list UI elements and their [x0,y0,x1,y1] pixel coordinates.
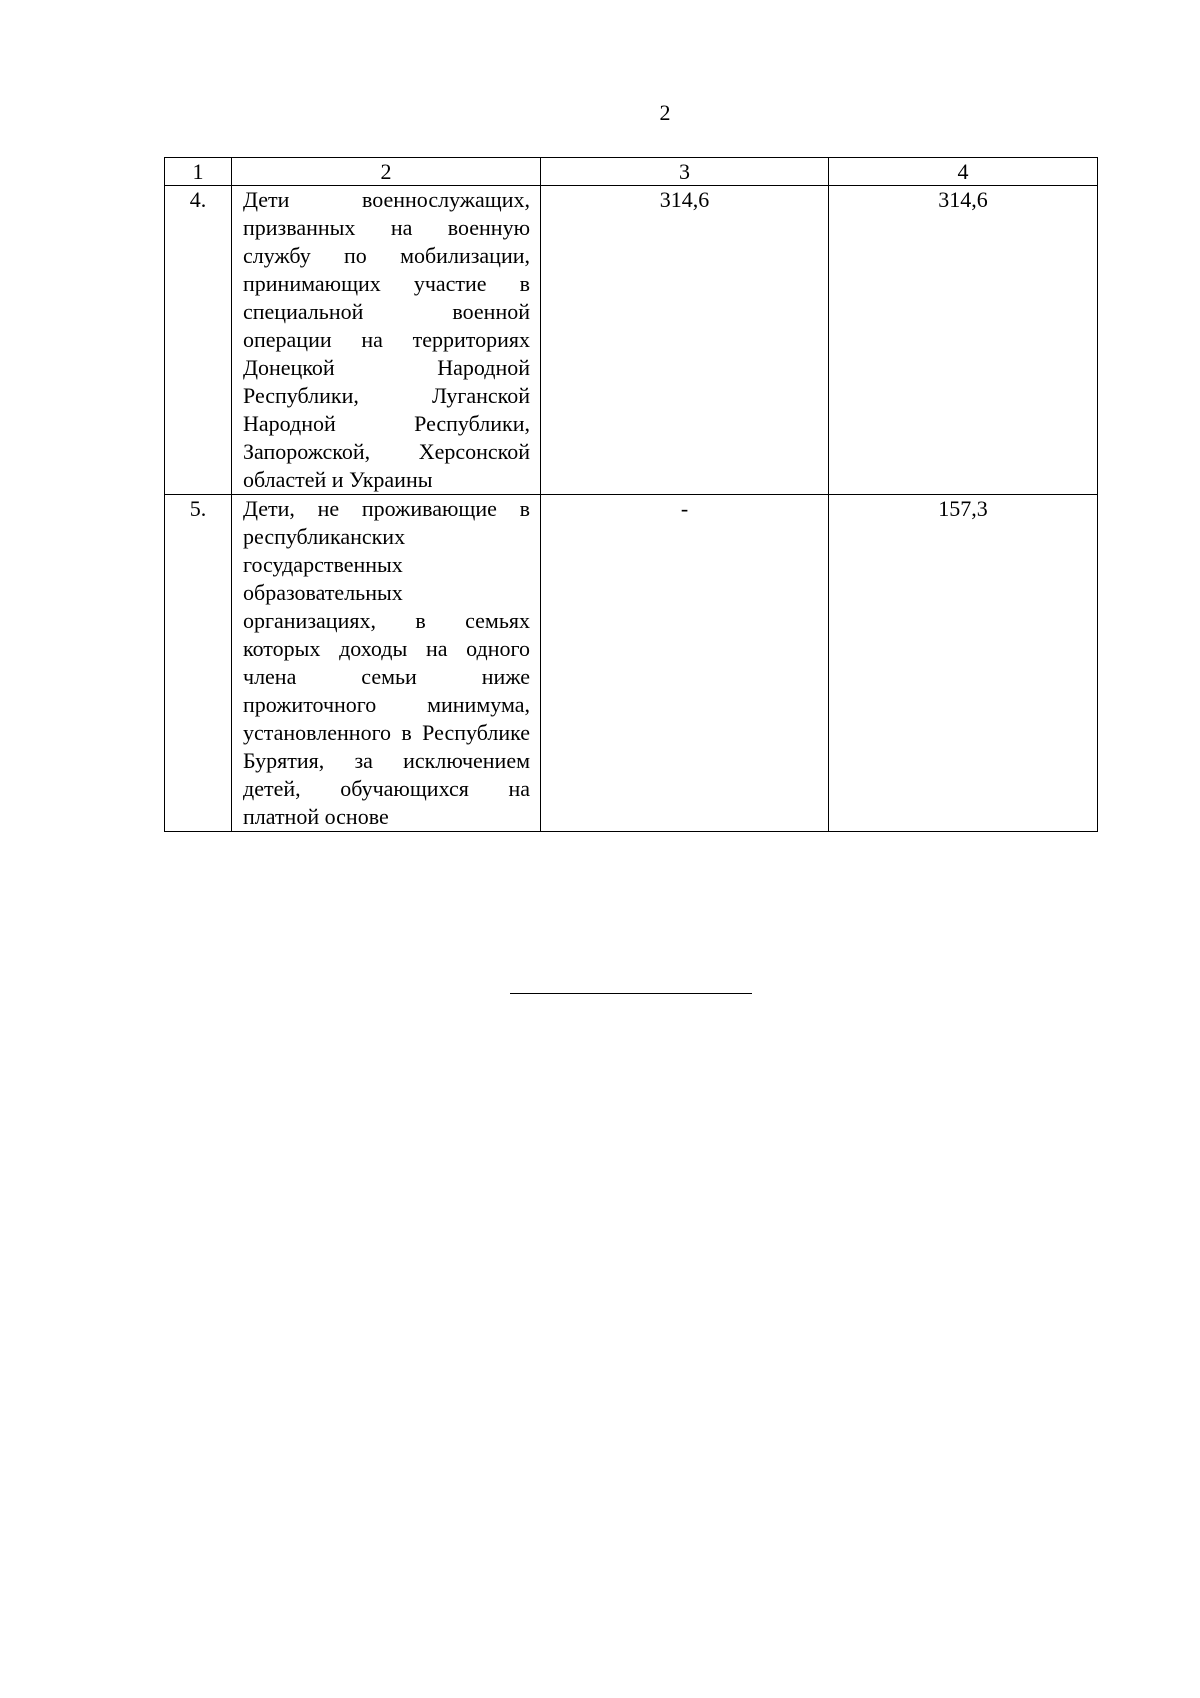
column-header-1: 1 [165,158,232,186]
table-row [165,495,1098,832]
row-value-col4: 314,6 [829,186,1098,495]
row-description: Дети, не проживающие в республиканских государственных образовательных организациях, в семьях которых доходы на одного члена семьи ниже прожиточного минимума, установленного в Республике Бурятия, за исключением детей, обучающихся на платной основе [232,495,541,832]
row-value-col4: 157,3 [829,495,1098,832]
table-row [165,186,1098,495]
closing-divider-line [510,993,752,994]
page-number: 2 [659,100,671,125]
row-number: 5. [165,495,232,832]
table-header-row [165,158,1098,186]
row-value-col3: - [541,495,829,832]
row-number: 4. [165,186,232,495]
row-description: Дети военнослужащих, призванных на военную службу по мобилизации, принимающих участие в специальной военной операции на территориях Донецкой Народной Республики, Луганской Народной Республики, Запорожской, Херсонской областей и Украины [232,186,541,495]
data-table [164,157,1098,832]
column-header-2: 2 [232,158,541,186]
column-header-4: 4 [829,158,1098,186]
row-value-col3: 314,6 [541,186,829,495]
column-header-3: 3 [541,158,829,186]
